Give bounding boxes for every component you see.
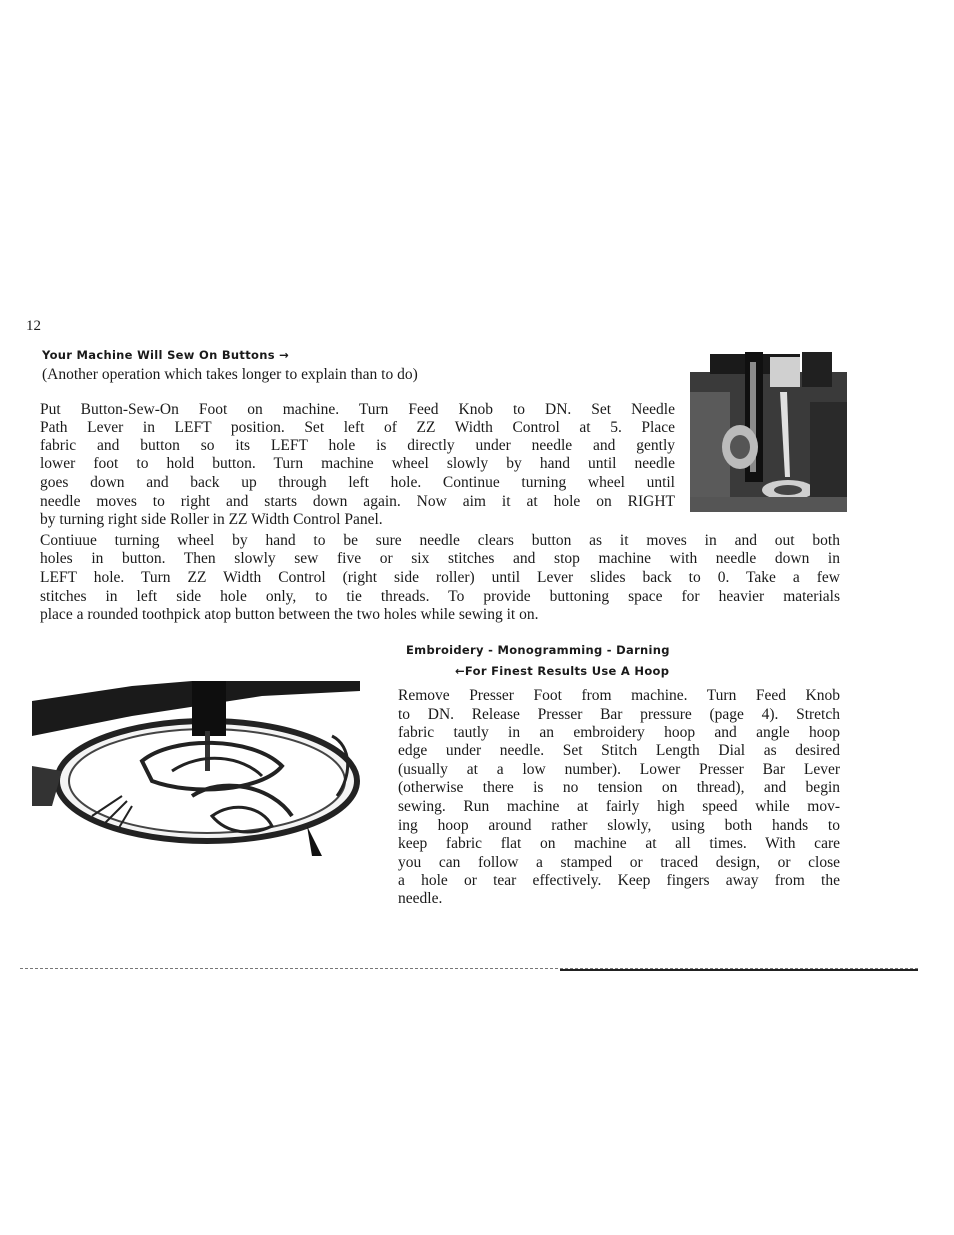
text-line: lower foot to hold button. Turn machine wheel slowly by hand until needle [40,455,675,472]
text-line: sewing. Run machine at fairly high speed while mov- [398,798,840,815]
text-line: to DN. Release Presser Bar pressure (page 4). Stretch [398,706,840,723]
text-line: fabric and button so its LEFT hole is directly under needle and gently [40,437,675,454]
section-heading-buttons: Your Machine Will Sew On Buttons → [42,348,290,362]
text-line: ing hoop around rather slowly, using both hands to [398,817,840,834]
text-line: LEFT hole. Turn ZZ Width Control (right side roller) until Lever slides back to 0. Take a few [40,569,840,586]
section-subheading-buttons: (Another operation which takes longer to explain than to do) [42,366,418,383]
text-line: Remove Presser Foot from machine. Turn Feed Knob [398,687,840,704]
section-subheading-hoop: ←For Finest Results Use A Hoop [455,664,670,678]
text-line: by turning right side Roller in ZZ Width Control Panel. [40,511,383,528]
button-sewing-foot-illustration [690,352,847,512]
embroidery-hoop-photo [32,676,360,858]
text-line: a hole or tear effectively. Keep fingers away from the [398,872,840,889]
text-line: fabric tautly in an embroidery hoop and angle hoop [398,724,840,741]
text-line: needle. [398,890,443,907]
text-line: (usually at a low number). Lower Presser Bar Lever [398,761,840,778]
button-sewing-foot-photo [690,352,847,512]
text-line: you can follow a stamped or traced design, or close [398,854,840,871]
text-line: stitches in left side hole only, to tie threads. To provide buttoning space for heavier materials [40,588,840,605]
text-line: place a rounded toothpick atop button between the two holes while sewing it on. [40,606,539,623]
text-line: needle moves to right and starts down again. Now aim it at hole on RIGHT [40,493,675,510]
text-line: Contiuue turning wheel by hand to be sure needle clears button as it moves in and out both [40,532,840,549]
text-line: holes in button. Then slowly sew five or six stitches and stop machine with needle down in [40,550,840,567]
embroidery-hoop-illustration [32,676,360,858]
text-line: Path Lever in LEFT position. Set left of ZZ Width Control at 5. Place [40,419,675,436]
page-divider-solid [560,969,918,971]
text-line: goes down and back up through left hole. Continue turning wheel until [40,474,675,491]
section-heading-embroidery: Embroidery - Monogramming - Darning [406,643,670,657]
text-line: (otherwise there is no tension on thread), and begin [398,779,840,796]
page-number: 12 [26,318,41,334]
text-line: keep fabric flat on machine at all times. With care [398,835,840,852]
text-line: edge under needle. Set Stitch Length Dial as desired [398,742,840,759]
text-line: Put Button-Sew-On Foot on machine. Turn Feed Knob to DN. Set Needle [40,401,675,418]
